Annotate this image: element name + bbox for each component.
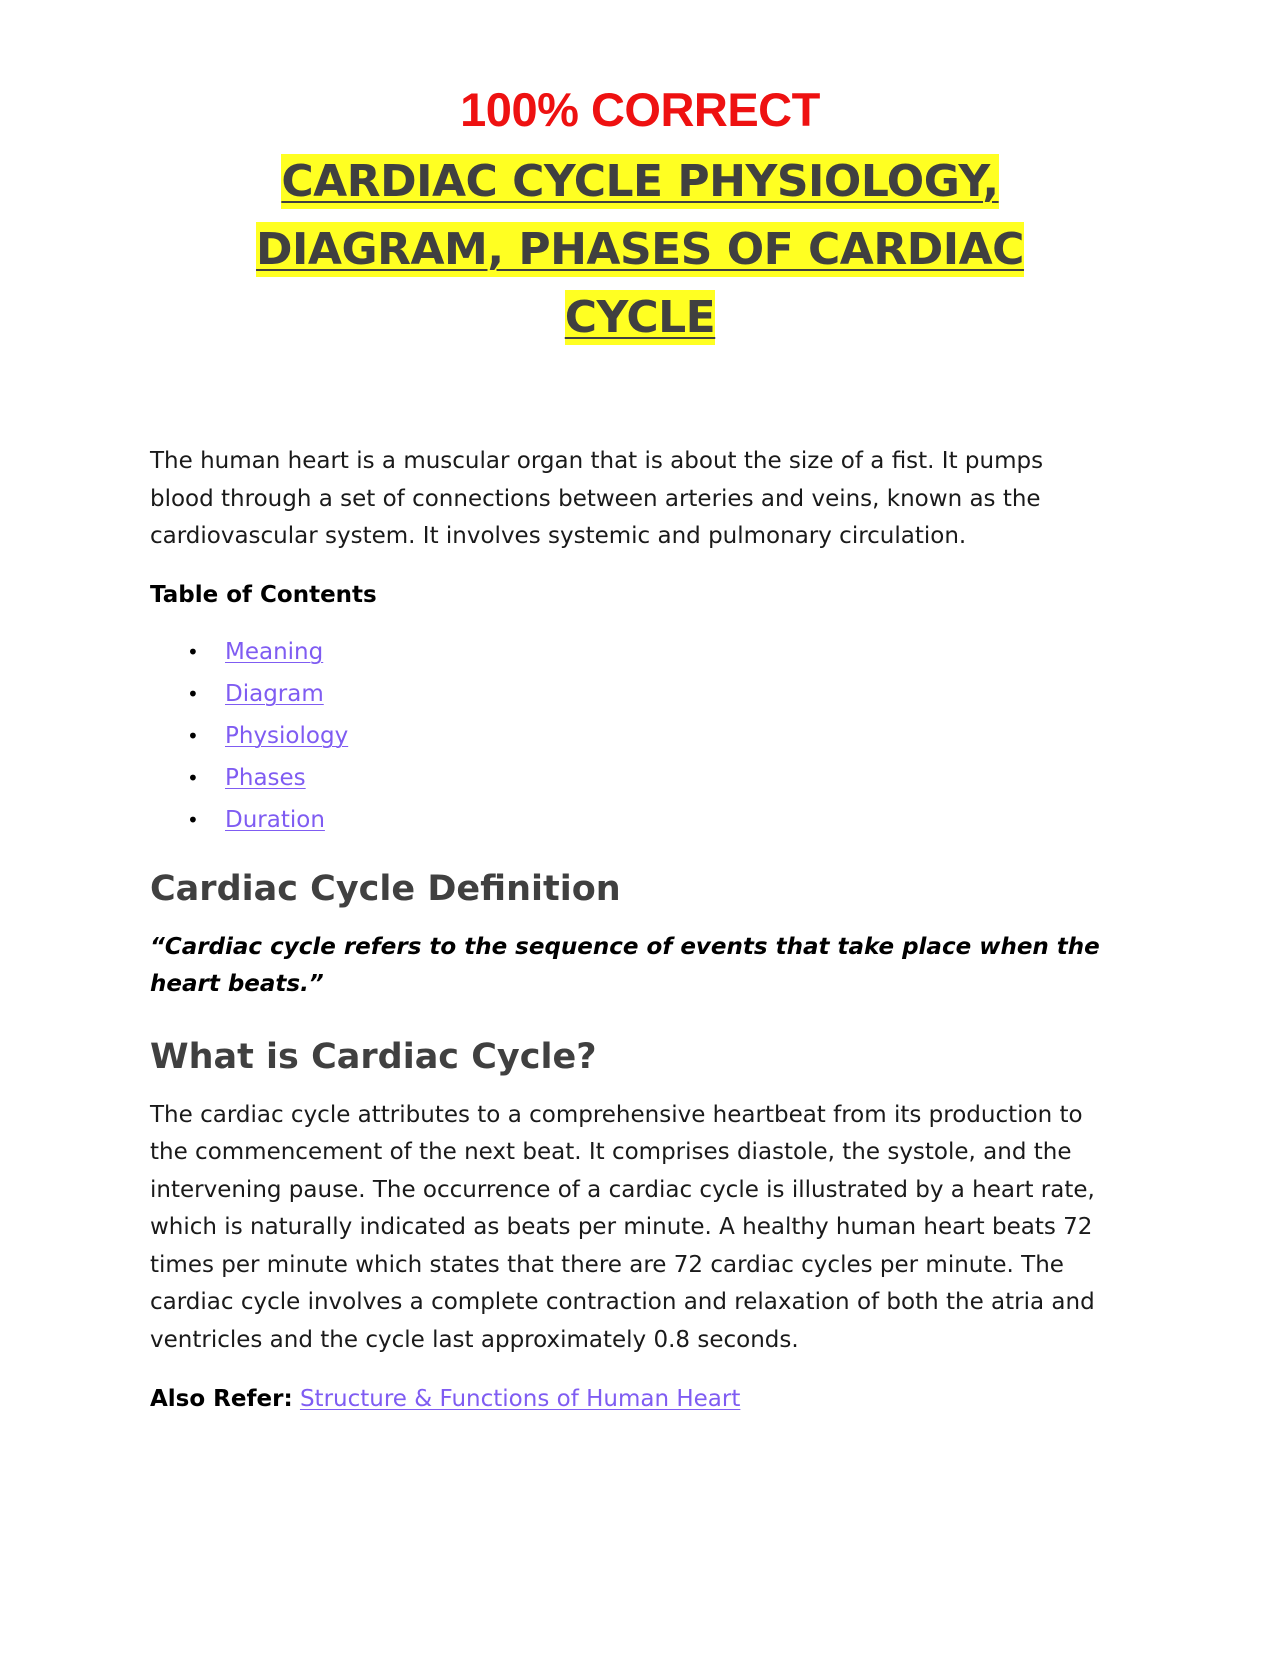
bullet-icon: • xyxy=(187,681,199,706)
toc-item-diagram xyxy=(150,673,1110,715)
also-refer-link[interactable]: Structure & Functions of Human Heart xyxy=(299,1386,741,1412)
bullet-icon: • xyxy=(187,765,199,790)
what-is-paragraph: The cardiac cycle attributes to a comprehensive heartbeat from its production to the commencement of the next beat. It comprises diastole, the systole, and the intervening pause. The occurrence of a cardiac cycle is illustrated by a heart rate, which is naturally indicated as beats per minute. A healthy human heart beats 72 times per minute which states that there are 72 cardiac cycles per minute. The cardiac cycle involves a complete contraction and relaxation of both the atria and ventricles and the cycle last approximately 0.8 seconds. xyxy=(150,1101,1095,1353)
also-refer xyxy=(150,1381,1110,1418)
title-line-1: CARDIAC CYCLE PHYSIOLOGY, xyxy=(281,156,999,207)
title-line-2: DIAGRAM, PHASES OF CARDIAC xyxy=(256,224,1024,275)
toc-item-phases xyxy=(150,757,1110,799)
article-body xyxy=(150,443,1110,1418)
bullet-icon: • xyxy=(187,807,199,832)
title-line-3: CYCLE xyxy=(564,292,716,343)
toc-item-duration xyxy=(150,799,1110,841)
intro-paragraph: The human heart is a muscular organ that is about the size of a fist. It pumps blood through a set of connections between arteries and veins, known as the cardiovascular system. It involves systemic and pulmonary circulation. xyxy=(150,448,1044,549)
toc-item-physiology xyxy=(150,715,1110,757)
toc-link-duration[interactable]: Duration xyxy=(225,806,325,833)
toc-title: Table of Contents xyxy=(150,581,377,608)
bullet-icon: • xyxy=(187,723,199,748)
toc-link-meaning[interactable]: Meaning xyxy=(225,638,324,665)
what-is-heading: What is Cardiac Cycle? xyxy=(150,1036,597,1077)
definition-quote: “Cardiac cycle refers to the sequence of events that take place when the heart beats.” xyxy=(150,933,1100,997)
toc-item-meaning xyxy=(150,631,1110,673)
toc-list xyxy=(150,631,1110,841)
definition-heading: Cardiac Cycle Definition xyxy=(150,868,621,909)
toc-link-phases[interactable]: Phases xyxy=(225,764,306,791)
toc-link-physiology[interactable]: Physiology xyxy=(225,722,349,749)
toc-link-diagram[interactable]: Diagram xyxy=(225,680,324,707)
correct-banner: 100% CORRECT xyxy=(460,83,820,136)
bullet-icon: • xyxy=(187,639,199,664)
also-refer-label: Also Refer: xyxy=(150,1386,293,1412)
page-title xyxy=(190,148,1090,352)
